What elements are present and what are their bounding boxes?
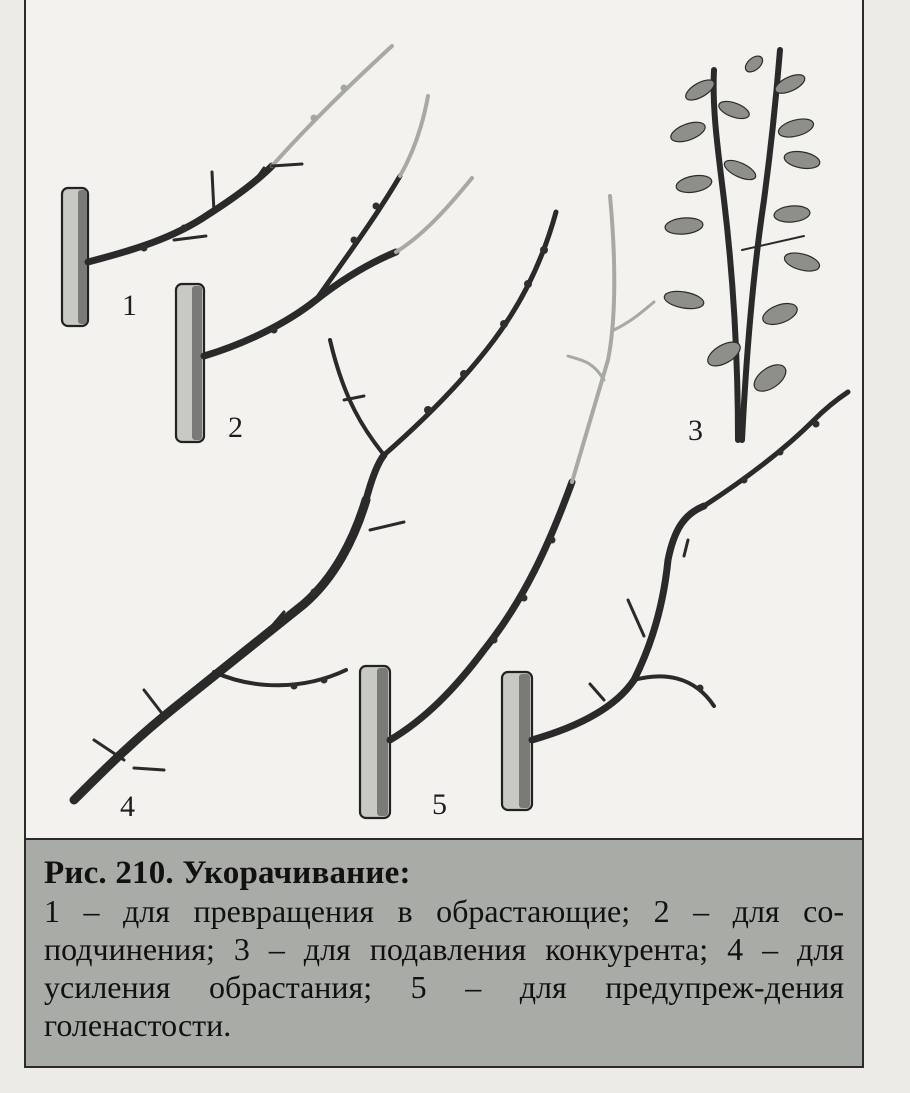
label-5: 5 [432,788,447,821]
drawing-5b [502,392,848,810]
pruning-illustration [24,0,864,838]
label-2: 2 [228,411,243,444]
figure-caption [24,838,864,1068]
label-3: 3 [688,414,703,447]
caption-title: Рис. 210. Укорачивание: [44,855,411,891]
caption-body: 1 – для превращения в обрастающие; 2 – для со-подчинения; 3 – для подавления конкурента; 4 – для усиления обрастания; 5 – для предупреж-дения голенастости. [44,893,844,1043]
drawing-2 [176,96,472,444]
drawing-3 [663,50,822,447]
label-4: 4 [120,790,135,823]
label-1: 1 [122,289,137,322]
